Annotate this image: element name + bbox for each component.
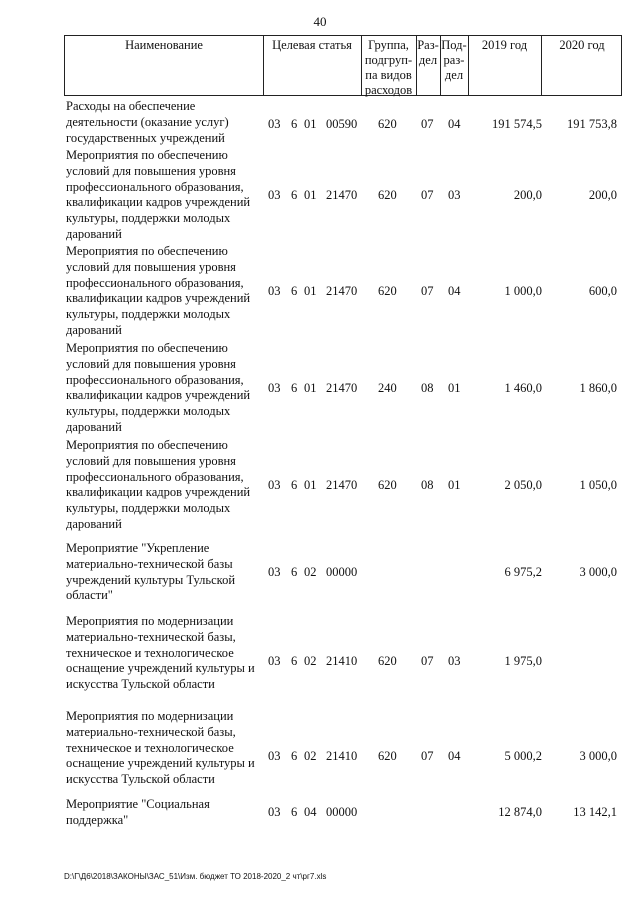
- value-2019: 200,0: [513, 188, 542, 202]
- row-name: [66, 541, 272, 604]
- row-name-line: квалификации кадров учреждений: [66, 291, 251, 306]
- row-name-line: дарований: [66, 226, 122, 241]
- section-code: 07: [421, 284, 434, 298]
- subsection-code: 04: [448, 284, 461, 298]
- row-name-line: условий для повышения уровня: [66, 453, 236, 468]
- header-name: Наименование: [125, 38, 203, 52]
- header-2019: 2019 год: [481, 38, 528, 52]
- row-name-line: культуры, поддержки молодых: [66, 501, 231, 516]
- code-part-2: 6: [291, 805, 298, 819]
- code-part-4: 21410: [326, 749, 358, 763]
- code-part-3: 02: [304, 654, 317, 668]
- value-2020: 1 860,0: [579, 381, 617, 395]
- row-name: [66, 341, 272, 436]
- expense-group: 240: [378, 381, 397, 395]
- row-name-line: области": [66, 588, 113, 603]
- code-part-1: 03: [268, 478, 281, 492]
- code-part-2: 6: [291, 188, 298, 202]
- row-name: [66, 148, 272, 243]
- expense-group: 620: [378, 284, 397, 298]
- row-name-line: квалификации кадров учреждений: [66, 485, 251, 500]
- value-2020: 1 050,0: [579, 478, 617, 492]
- row-name-line: искусства Тульской области: [66, 677, 215, 692]
- row-name-line: профессионального образования,: [66, 179, 244, 194]
- section-code: 08: [421, 478, 434, 492]
- code-part-3: 01: [304, 478, 317, 492]
- row-name-line: деятельности (оказание услуг): [66, 114, 229, 129]
- code-part-2: 6: [291, 654, 298, 668]
- row-name-line: техническое и технологическое: [66, 740, 234, 755]
- row-name: [66, 614, 272, 693]
- code-part-2: 6: [291, 478, 298, 492]
- row-name-line: условий для повышения уровня: [66, 163, 236, 178]
- row-name-line: культуры, поддержки молодых: [66, 307, 231, 322]
- row-name-line: учреждений культуры Тульской: [66, 572, 236, 587]
- subsection-code: 04: [448, 749, 461, 763]
- row-name-line: профессионального образования,: [66, 469, 244, 484]
- code-part-4: 21470: [326, 478, 358, 492]
- row-name-line: дарований: [66, 516, 122, 531]
- code-part-1: 03: [268, 654, 281, 668]
- value-2019: 2 050,0: [504, 478, 542, 492]
- value-2020: 191 753,8: [567, 117, 617, 131]
- code-part-3: 01: [304, 381, 317, 395]
- row-name-line: материально-технической базы: [66, 556, 233, 571]
- row-name-line: искусства Тульской области: [66, 772, 215, 787]
- code-part-4: 21470: [326, 381, 358, 395]
- expense-group: 620: [378, 478, 397, 492]
- header-2020: 2020 год: [559, 38, 605, 52]
- section-code: 07: [421, 188, 434, 202]
- row-name-line: профессионального образования,: [66, 275, 244, 290]
- code-part-4: 00000: [326, 565, 358, 579]
- expense-group: 620: [378, 117, 397, 131]
- code-part-1: 03: [268, 749, 281, 763]
- row-name-line: государственных учреждений: [66, 130, 225, 145]
- value-2019: 5 000,2: [504, 749, 542, 763]
- code-part-3: 04: [304, 805, 317, 819]
- expense-group: 620: [378, 188, 397, 202]
- row-name-line: культуры, поддержки молодых: [66, 404, 231, 419]
- subsection-code: 03: [448, 654, 461, 668]
- header-section: Раз- дел: [417, 38, 439, 67]
- header-target: Целевая статья: [272, 38, 352, 52]
- row-name-line: квалификации кадров учреждений: [66, 195, 251, 210]
- row-name-line: материально-технической базы,: [66, 629, 236, 644]
- value-2020: 600,0: [588, 284, 617, 298]
- value-2020: 3 000,0: [579, 749, 617, 763]
- code-part-1: 03: [268, 117, 281, 131]
- row-name-line: культуры, поддержки молодых: [66, 211, 231, 226]
- row-name-line: Расходы на обеспечение: [66, 99, 196, 113]
- code-part-4: 21470: [326, 188, 358, 202]
- row-name-line: Мероприятие "Укрепление: [66, 541, 210, 555]
- code-part-4: 21410: [326, 654, 358, 668]
- code-part-4: 00590: [326, 117, 358, 131]
- row-name-line: поддержка": [66, 812, 129, 827]
- code-part-3: 01: [304, 284, 317, 298]
- row-name: [66, 797, 272, 829]
- code-part-1: 03: [268, 565, 281, 579]
- code-part-1: 03: [268, 381, 281, 395]
- code-part-1: 03: [268, 188, 281, 202]
- section-code: 07: [421, 749, 434, 763]
- row-name-line: дарований: [66, 322, 122, 337]
- section-code: 08: [421, 381, 434, 395]
- row-name: [66, 244, 272, 339]
- row-name-line: дарований: [66, 419, 122, 434]
- value-2020: 13 142,1: [573, 805, 617, 819]
- row-name-line: Мероприятия по модернизации: [66, 709, 234, 723]
- row-name-line: Мероприятия по модернизации: [66, 614, 234, 628]
- value-2020: 200,0: [588, 188, 617, 202]
- row-name-line: условий для повышения уровня: [66, 356, 236, 371]
- row-name-line: условий для повышения уровня: [66, 259, 236, 274]
- value-2019: 191 574,5: [492, 117, 542, 131]
- expense-group: 620: [378, 749, 397, 763]
- code-part-3: 02: [304, 749, 317, 763]
- row-name-line: Мероприятия по обеспечению: [66, 438, 228, 452]
- code-part-2: 6: [291, 117, 298, 131]
- file-path-footer: D:\Г\Д6\2018\ЗАКОНЫ\ЗАС_51\Изм. бюджет ТО 2018-2020_2 чт\рг7.xls: [64, 872, 327, 881]
- code-part-4: 00000: [326, 805, 358, 819]
- row-name-line: Мероприятия по обеспечению: [66, 341, 228, 355]
- value-2019: 6 975,2: [504, 565, 542, 579]
- code-part-3: 02: [304, 565, 317, 579]
- row-name-line: квалификации кадров учреждений: [66, 388, 251, 403]
- expense-group: 620: [378, 654, 397, 668]
- subsection-code: 01: [448, 381, 461, 395]
- value-2019: 1 975,0: [504, 654, 542, 668]
- subsection-code: 01: [448, 478, 461, 492]
- subsection-code: 03: [448, 188, 461, 202]
- code-part-4: 21470: [326, 284, 358, 298]
- value-2019: 1 460,0: [504, 381, 542, 395]
- row-name-line: материально-технической базы,: [66, 724, 236, 739]
- table-header: [64, 35, 622, 96]
- page-number: 40: [313, 14, 327, 29]
- row-name-line: техническое и технологическое: [66, 645, 234, 660]
- value-2019: 1 000,0: [504, 284, 542, 298]
- row-name-line: Мероприятие "Социальная: [66, 797, 210, 811]
- row-name-line: профессионального образования,: [66, 372, 244, 387]
- code-part-2: 6: [291, 381, 298, 395]
- row-name-line: Мероприятия по обеспечению: [66, 244, 228, 258]
- subsection-code: 04: [448, 117, 461, 131]
- row-name: [66, 709, 272, 788]
- row-name-line: Мероприятия по обеспечению: [66, 148, 228, 162]
- row-name: [66, 99, 272, 146]
- header-group: Группа, подгруп- па видов расходов: [364, 38, 413, 97]
- code-part-3: 01: [304, 117, 317, 131]
- row-name-line: оснащение учреждений культуры и: [66, 661, 255, 676]
- code-part-1: 03: [268, 284, 281, 298]
- value-2019: 12 874,0: [498, 805, 542, 819]
- code-part-2: 6: [291, 284, 298, 298]
- row-name: [66, 438, 272, 533]
- header-subsection: Под- раз- дел: [441, 38, 467, 82]
- code-part-3: 01: [304, 188, 317, 202]
- code-part-1: 03: [268, 805, 281, 819]
- code-part-2: 6: [291, 749, 298, 763]
- section-code: 07: [421, 117, 434, 131]
- value-2020: 3 000,0: [579, 565, 617, 579]
- section-code: 07: [421, 654, 434, 668]
- row-name-line: оснащение учреждений культуры и: [66, 756, 255, 771]
- code-part-2: 6: [291, 565, 298, 579]
